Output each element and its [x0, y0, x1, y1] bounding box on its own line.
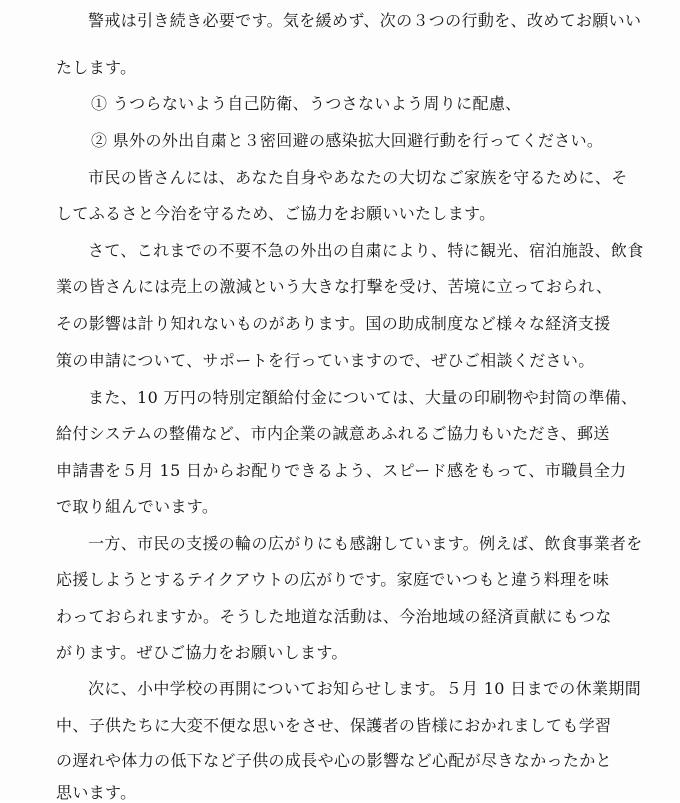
- text-line-14: で取り組んでいます。: [56, 497, 219, 516]
- text-line-16: 応援しようとするテイクアウトの広がりです。家庭でいつもと違う料理を味: [56, 570, 610, 589]
- text-line-9: その影響は計り知れないものがあります。国の助成制度など様々な経済支援: [56, 314, 611, 333]
- text-line-17: わっておられますか。そうした地道な活動は、今治地域の経済貢献にもつな: [56, 607, 612, 626]
- text-line-3: ① うつらないよう自己防衛、うつさないよう周りに配慮、: [91, 94, 522, 113]
- text-line-19: 次に、小中学校の再開についてお知らせします。５月 10 日までの休業期間: [88, 679, 642, 698]
- text-line-20: 中、子供たちに大変不便な思いをさせ、保護者の皆様におかれましても学習: [56, 716, 612, 735]
- text-line-15: 一方、市民の支援の輪の広がりにも感謝しています。例えば、飲食事業者を: [88, 534, 643, 553]
- text-line-2: たします。: [56, 58, 137, 77]
- text-line-12: 給付システムの整備など、市内企業の誠意あふれるご協力もいただき、郵送: [56, 424, 610, 443]
- text-line-10: 策の申請について、サポートを行っていますので、ぜひご相談ください。: [56, 351, 595, 370]
- text-line-7: さて、これまでの不要不急の外出の自粛により、特に観光、宿泊施設、飲食: [88, 241, 644, 260]
- text-line-1: 警戒は引き続き必要です。気を緩めず、次の３つの行動を、改めてお願いい: [88, 11, 642, 30]
- text-line-6: してふるさと今治を守るため、ご協力をお願いいたします。: [56, 204, 496, 223]
- text-line-13: 申請書を５月 15 日からお配りできるよう、スピード感をもって、市職員全力: [56, 461, 627, 480]
- text-line-11: また、10 万円の特別定額給付金については、大量の印刷物や封筒の準備、: [88, 388, 638, 407]
- text-line-21: の遅れや体力の低下など子供の成長や心の影響など心配が尽きなかったかと: [56, 751, 612, 770]
- text-line-22: 思います。: [56, 783, 137, 802]
- text-line-8: 業の皆さんには売上の激減という大きな打撃を受け、苦境に立っておられ、: [56, 277, 613, 296]
- text-line-18: がります。ぜひご協力をお願いします。: [56, 643, 348, 662]
- text-line-5: 市民の皆さんには、あなた自身やあなたの大切なご家族を守るために、そ: [88, 168, 628, 187]
- text-line-4: ② 県外の外出自粛と３密回避の感染拡大回避行動を行ってください。: [91, 131, 604, 150]
